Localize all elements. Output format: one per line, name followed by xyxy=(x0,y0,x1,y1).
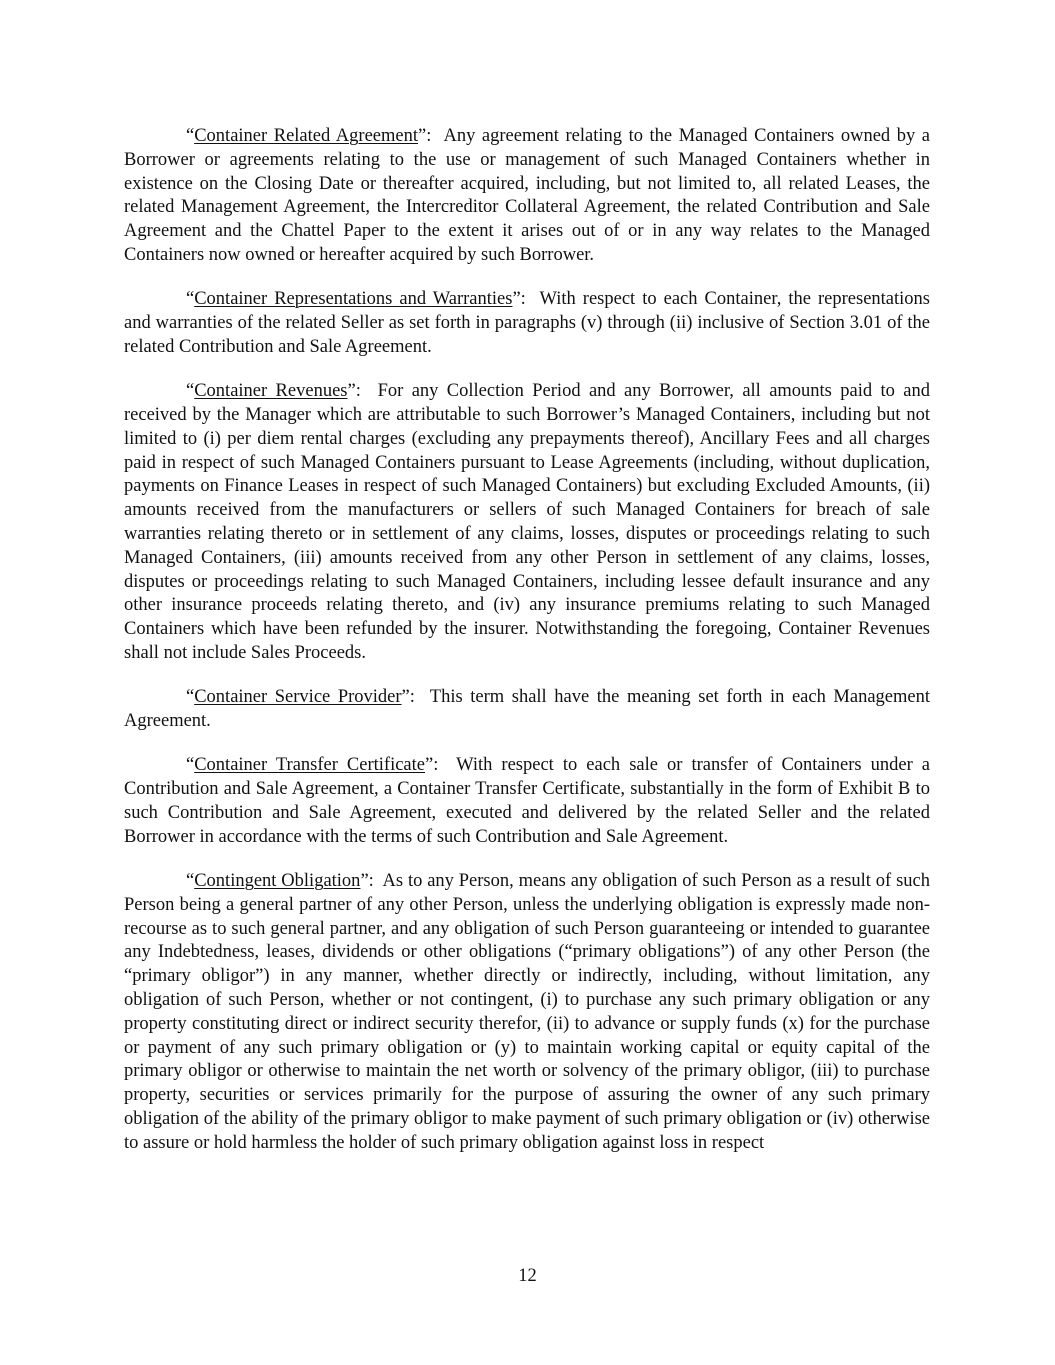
defined-term: Container Service Provider xyxy=(194,687,402,708)
definition-paragraph xyxy=(124,380,930,666)
page-number: 12 xyxy=(518,1266,537,1286)
definition-text: As to any Person, means any obligation of such Person as a result of such Person being a general partner of any other Person, unless the underlying obligation is expressly made non-recourse as to such general partner, and any obligation of such Person guaranteeing or intended to guarantee any Indebtedness, leases, dividends or other obligations (“primary obligations”) of any other Person (the “primary obligor”) in any manner, whether directly or indirectly, including, without limitation, any obligation of such Person, whether or not contingent, (i) to purchase any such primary obligation or any property constituting direct or indirect security therefor, (ii) to advance or supply funds (x) for the purchase or payment of any such primary obligation or (y) to maintain working capital or equity capital of the primary obligor or otherwise to maintain the net worth or solvency of the primary obligor, (iii) to purchase property, securities or services primarily for the purpose of assuring the owner of any such primary obligation of the ability of the primary obligor to make payment of such primary obligation or (iv) otherwise to assure or hold harmless the holder of such primary obligation against loss in respect xyxy=(124,871,930,1153)
definition-paragraph xyxy=(124,754,930,849)
open-quote: “ xyxy=(186,381,195,402)
term-closing: ”: xyxy=(401,687,415,708)
term-closing: ”: xyxy=(417,126,432,146)
term-closing: ”: xyxy=(347,381,361,402)
term-closing: ”: xyxy=(360,871,374,892)
defined-term: Container Related Agreement xyxy=(194,126,418,146)
definition-text: This term shall have the meaning set forth in each Management Agreement. xyxy=(124,687,930,732)
definition-text: Any agreement relating to the Managed Containers owned by a Borrower or agreements relating to the use or management of such Managed Containers whether in existence on the Closing Date or thereafter acquired, including, but not limited to, all related Leases, the related Management Agreement, the Intercreditor Collateral Agreement, the related Contribution and Sale Agreement and the Chattel Paper to the extent it arises out of or in any way relates to the Managed Containers now owned or hereafter acquired by such Borrower. xyxy=(124,126,931,265)
definition-paragraph xyxy=(124,125,930,268)
defined-term: Container Transfer Certificate xyxy=(194,755,425,776)
open-quote: “ xyxy=(186,755,195,776)
definition-text: With respect to each sale or transfer of Containers under a Contribution and Sale Agreement, a Container Transfer Certificate, substantially in the form of Exhibit B to such Contribution and Sale Agreement, executed and delivered by the related Seller and the related Borrower in accordance with the terms of such Contribution and Sale Agreement. xyxy=(124,755,931,847)
definition-text: With respect to each Container, the representations and warranties of the related Seller as set forth in paragraphs (v) through (ii) inclusive of Section 3.01 of the related Contribution and Sale Agreement. xyxy=(124,289,930,357)
term-closing: ”: xyxy=(425,755,439,776)
defined-term: Contingent Obligation xyxy=(194,871,361,892)
open-quote: “ xyxy=(186,126,195,146)
definition-paragraph xyxy=(124,686,930,734)
definitions-section xyxy=(124,125,930,1176)
definition-paragraph xyxy=(124,288,930,359)
open-quote: “ xyxy=(186,687,195,708)
definition-text: For any Collection Period and any Borrower, all amounts paid to and received by the Manager which are attributable to such Borrower’s Managed Containers, including but not limited to (i) per diem rental charges (excluding any prepayments thereof), Ancillary Fees and all charges paid in respect of such Managed Containers pursuant to Lease Agreements (including, without duplication, payments on Finance Leases in respect of such Managed Containers) but excluding Excluded Amounts, (ii) amounts received from the manufacturers or sellers of such Managed Containers for breach of sale warranties relating thereto or in settlement of any claims, losses, disputes or proceedings relating to such Managed Containers, (iii) amounts received from any other Person in settlement of any claims, losses, disputes or proceedings relating to such Managed Containers, including lessee default insurance and any other insurance proceeds relating thereto, and (iv) any insurance premiums relating to such Managed Containers which have been refunded by the insurer. Notwithstanding the foregoing, Container Revenues shall not include Sales Proceeds. xyxy=(124,381,931,663)
term-closing: ”: xyxy=(512,289,526,310)
defined-term: Container Representations and Warranties xyxy=(194,289,513,310)
open-quote: “ xyxy=(186,871,195,892)
defined-term: Container Revenues xyxy=(194,381,348,402)
definition-paragraph xyxy=(124,870,930,1156)
open-quote: “ xyxy=(186,289,195,310)
